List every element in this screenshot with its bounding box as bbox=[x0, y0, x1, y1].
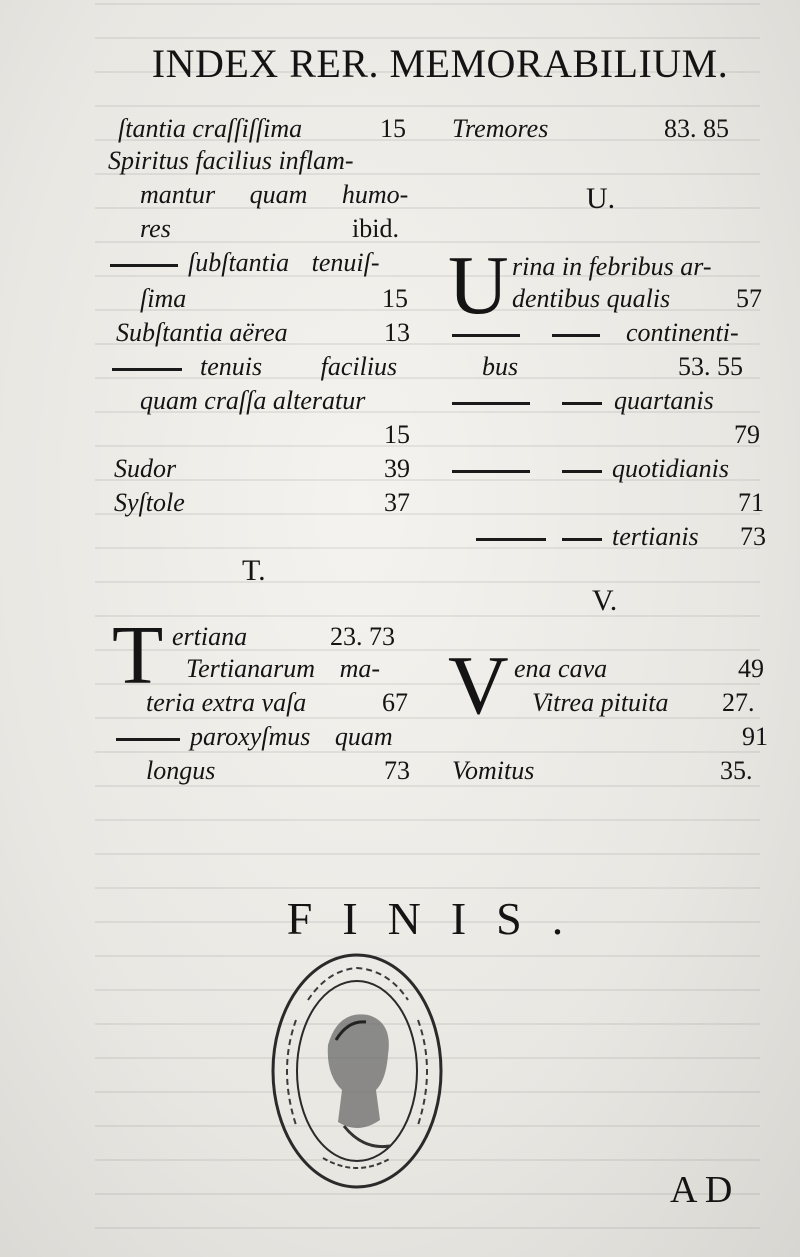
ditto-dash bbox=[562, 470, 602, 473]
entry-text: Vomitus bbox=[452, 756, 535, 785]
entry-page-ref: 15 bbox=[380, 114, 406, 143]
entry-text: ſtantia craſſiſſima bbox=[118, 114, 303, 143]
entry-text: bus bbox=[482, 352, 519, 381]
page-title: INDEX RER. MEMORABILIUM. bbox=[151, 41, 729, 86]
entry-page-ref: 13 bbox=[384, 318, 410, 347]
entry-text: mantur quam humo- bbox=[140, 180, 409, 209]
entry-text: paroxyſmus quam bbox=[190, 722, 393, 751]
entry-text: dentibus qualis bbox=[512, 284, 671, 313]
entry-text: ſubſtantia tenuiſ- bbox=[188, 248, 380, 277]
entry-text: Tertianarum ma- bbox=[186, 654, 381, 683]
entry-page-ref: 39 bbox=[384, 454, 410, 483]
ditto-dash bbox=[562, 402, 602, 405]
entry-page-ref: 53. 55 bbox=[678, 352, 743, 381]
stamp-seal-icon bbox=[268, 950, 446, 1192]
entry-page-ref: ibid. bbox=[352, 214, 399, 243]
ditto-dash bbox=[476, 538, 546, 541]
entry-text: ſima bbox=[140, 284, 187, 313]
entry-page-ref: 73 bbox=[740, 522, 766, 551]
entry-page-ref: 49 bbox=[738, 654, 764, 683]
entry-page-ref: 83. 85 bbox=[664, 114, 729, 143]
ditto-dash bbox=[452, 334, 520, 337]
entry-page-ref: 73 bbox=[384, 756, 410, 785]
entry-text: tertianis bbox=[612, 522, 699, 551]
ditto-dash bbox=[452, 470, 530, 473]
entry-text: res bbox=[140, 214, 171, 243]
entry-page-ref: 15 bbox=[382, 284, 408, 313]
entry-page-ref: 15 bbox=[384, 420, 410, 449]
ditto-dash bbox=[552, 334, 600, 337]
entry-text: ertiana bbox=[172, 622, 248, 651]
entry-text: Subſtantia aërea bbox=[116, 318, 288, 347]
entry-page-ref: 71 bbox=[738, 488, 764, 517]
catchword: A D bbox=[670, 1169, 733, 1211]
entry-page-ref: 67 bbox=[382, 688, 408, 717]
entry-text: quotidianis bbox=[612, 454, 730, 483]
drop-cap-u: U bbox=[448, 239, 509, 332]
entry-text: teria extra vaſa bbox=[146, 688, 307, 717]
entry-text: Sudor bbox=[114, 454, 177, 483]
entry-text: Syſtole bbox=[114, 488, 185, 517]
ditto-dash bbox=[112, 368, 182, 371]
finis-heading: FINIS. bbox=[286, 893, 594, 944]
ditto-dash bbox=[116, 738, 180, 741]
entry-text: continenti- bbox=[626, 318, 739, 347]
entry-text: quartanis bbox=[614, 386, 714, 415]
drop-cap-v: V bbox=[448, 639, 509, 732]
entry-page-ref: 23. 73 bbox=[330, 622, 395, 651]
entry-page-ref: 37 bbox=[384, 488, 410, 517]
entry-page-ref: 35. bbox=[720, 756, 753, 785]
entry-page-ref: 79 bbox=[734, 420, 760, 449]
entry-text: rina in febribus ar- bbox=[512, 252, 712, 281]
entry-text: Vitrea pituita bbox=[532, 688, 669, 717]
entry-text: tenuis facilius bbox=[200, 352, 398, 381]
entry-text: quam craſſa alteratur bbox=[140, 386, 366, 415]
entry-text: longus bbox=[146, 756, 216, 785]
section-letter-t: T. bbox=[242, 554, 266, 587]
ditto-dash bbox=[452, 402, 530, 405]
entry-page-ref: 57 bbox=[736, 284, 762, 313]
entry-page-ref: 27. bbox=[722, 688, 755, 717]
library-stamp bbox=[268, 950, 446, 1192]
entry-page-ref: 91 bbox=[742, 722, 768, 751]
ditto-dash bbox=[110, 264, 178, 267]
entry-text: ena cava bbox=[514, 654, 608, 683]
section-letter-u: U. bbox=[586, 182, 616, 215]
entry-text: Tremores bbox=[452, 114, 549, 143]
ditto-dash bbox=[562, 538, 602, 541]
drop-cap-t: T bbox=[112, 609, 164, 702]
section-letter-v: V. bbox=[592, 584, 618, 617]
entry-text: Spiritus facilius inflam- bbox=[108, 146, 354, 175]
